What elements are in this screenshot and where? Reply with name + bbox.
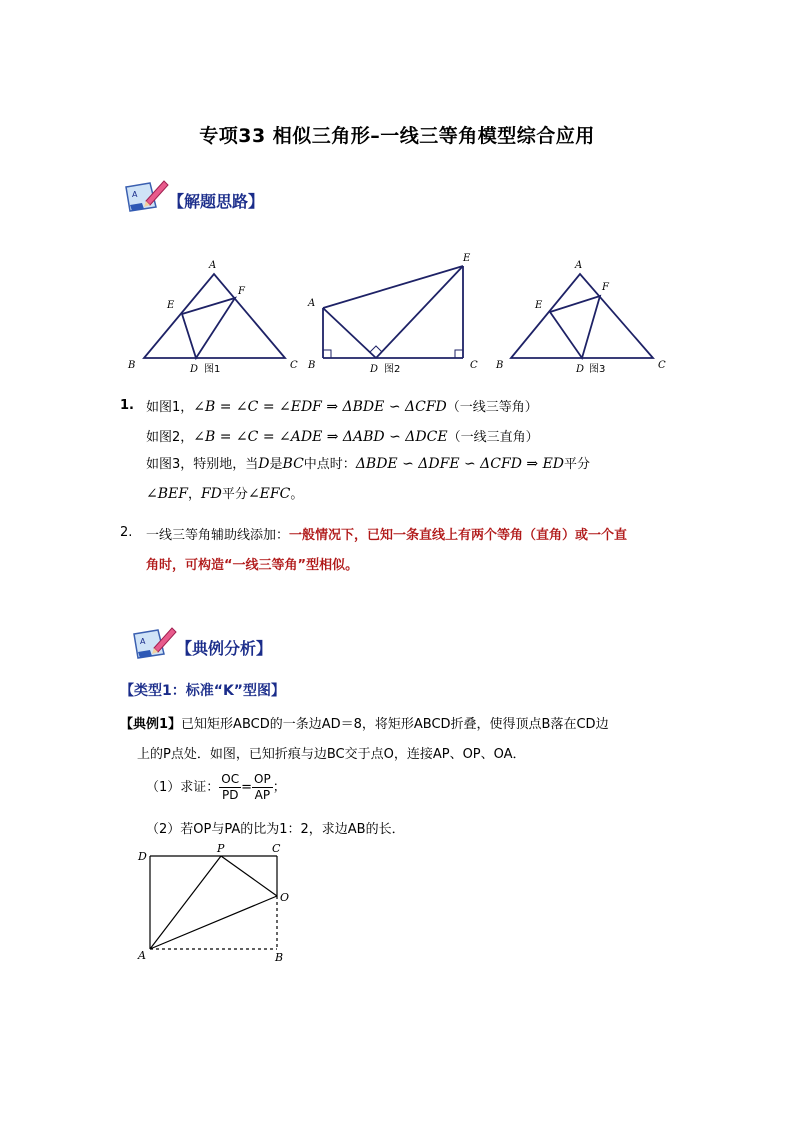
fig3-triangle-edf	[550, 296, 600, 358]
fig2-label-b: B	[308, 360, 316, 371]
fig2-label-d: D	[370, 364, 379, 375]
fraction-oc-pd: $\frac{OC}{PD}$	[221, 772, 240, 802]
fig2-caption: 图2	[384, 364, 401, 375]
point1-line4: ∠BEF，FD平分∠EFC。	[146, 486, 304, 502]
fig2-label-e: E	[463, 253, 471, 264]
fig1-label-f: F	[238, 286, 245, 297]
formula-fig1: ∠B = ∠C = ∠EDF ⇒ ΔBDE ∽ ΔCFD	[193, 399, 447, 415]
fig3-label-b: B	[496, 360, 504, 371]
example1-line2: 上的P点处．如图，已知折痕与边BC交于点O，连接AP、OP、OA．	[137, 747, 526, 762]
fraction-op-ap: $\frac{OP}{AP}$	[254, 772, 271, 802]
formula-fig2: ∠B = ∠C = ∠ADE ⇒ ΔABD ∽ ΔDCE	[193, 429, 448, 445]
geometry-figures	[120, 250, 680, 380]
fig4-label-a: A	[138, 949, 146, 962]
fig3-caption: 图3	[589, 364, 606, 375]
fig4-label-p: P	[217, 842, 225, 855]
fig3-label-c: C	[658, 360, 666, 371]
type1-heading: 【类型1：标准“K”型图】	[120, 683, 285, 699]
point1-number: 1.	[120, 398, 134, 413]
svg-text:A: A	[132, 190, 138, 199]
svg-text:A: A	[140, 637, 146, 646]
point1-line2: 如图2，∠B = ∠C = ∠ADE ⇒ ΔABD ∽ ΔDCE（一线三直角）	[146, 429, 539, 445]
formula-fig3: ΔBDE ∽ ΔDFE ∽ ΔCFD ⇒ ED	[355, 456, 565, 472]
fig1-label-c: C	[290, 360, 298, 371]
fig3-label-f: F	[602, 282, 609, 293]
fold-rectangle-figure	[130, 838, 300, 968]
fig4-label-d: D	[138, 850, 147, 863]
fig1-caption: 图1	[204, 364, 221, 375]
example1-line1: 【典例1】已知矩形ABCD的一条边AD＝8，将矩形ABCD折叠，使得顶点B落在CD边	[120, 717, 609, 732]
pencil-notebook-icon	[120, 177, 170, 217]
fig3-label-a: A	[575, 260, 583, 271]
point2-line2: 角时，可构造“一线三等角”型相似。	[146, 558, 359, 573]
banner-label: 【解题思路】	[168, 192, 265, 211]
point2-line1: 一线三等角辅助线添加：一般情况下，已知一条直线上有两个等角（直角）或一个直	[146, 528, 628, 543]
question2: （2）若OP与PA的比为1：2，求边AB的长．	[146, 822, 405, 837]
page-title: 专项33 相似三角形–一线三等角模型综合应用	[199, 125, 595, 147]
fig1-triangle-abc	[144, 274, 285, 358]
point1-line3: 如图3，特别地，当D是BC中点时：ΔBDE ∽ ΔDFE ∽ ΔCFD ⇒ ED平分	[146, 456, 591, 472]
point1-line1: 如图1，∠B = ∠C = ∠EDF ⇒ ΔBDE ∽ ΔCFD（一线三等角）	[146, 399, 538, 415]
fig2-label-a: A	[308, 298, 316, 309]
fig3-label-d: D	[576, 364, 585, 375]
fig1-label-b: B	[128, 360, 136, 371]
section-banner-example-analysis	[128, 624, 328, 664]
fig1-label-d: D	[190, 364, 199, 375]
banner-label: 【典例分析】	[176, 639, 273, 658]
fig1-label-a: A	[209, 260, 217, 271]
fig3-triangle-abc	[511, 274, 653, 358]
fig4-label-b: B	[275, 951, 284, 964]
point2-number: 2.	[120, 525, 133, 540]
fig1-label-e: E	[167, 300, 175, 311]
fig1-triangle-edf	[182, 298, 235, 358]
fig4-label-o: O	[280, 891, 290, 904]
fig2-label-c: C	[470, 360, 478, 371]
section-banner-solution-ideas	[120, 177, 320, 217]
question1: （1）求证： $\frac{OC}{PD}$ = $\frac{OP}{AP}$ ；	[146, 772, 286, 802]
fig4-label-c: C	[272, 842, 281, 855]
pencil-notebook-icon	[128, 624, 178, 664]
fig3-label-e: E	[535, 300, 543, 311]
